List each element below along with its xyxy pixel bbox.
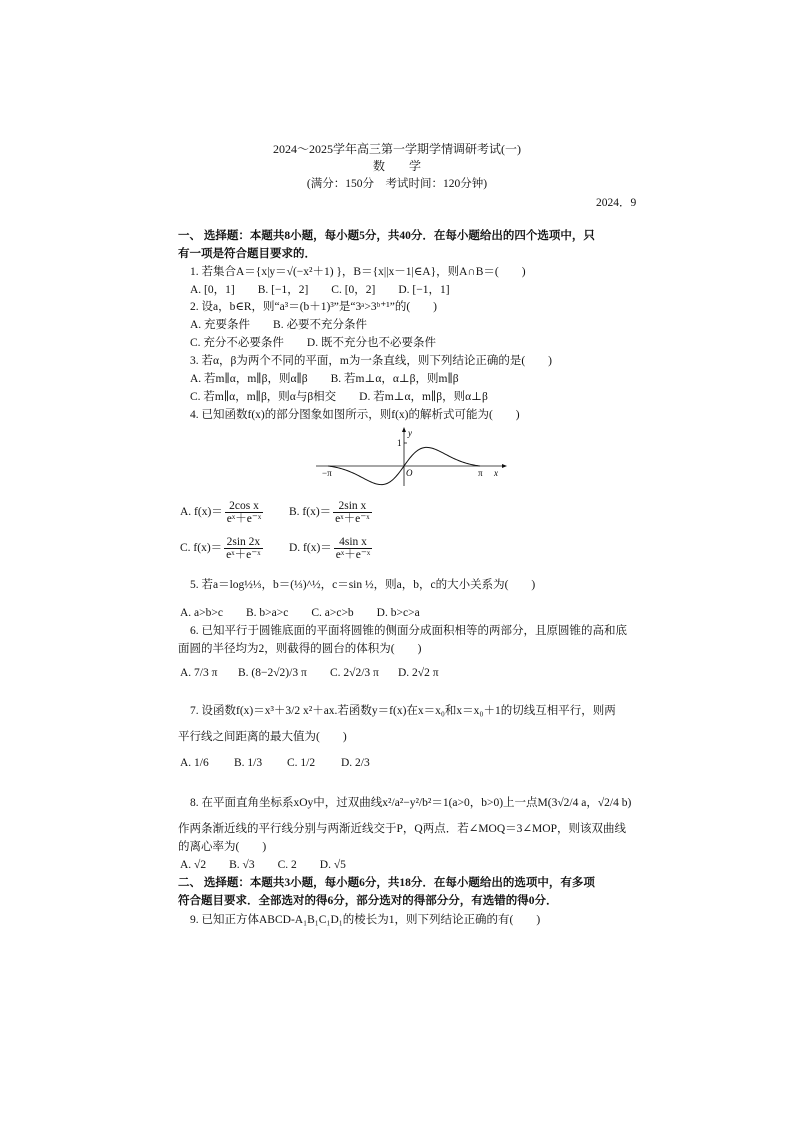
origin-label: O: [406, 468, 413, 478]
q5-stem: 5. 若a＝log½⅓，b＝(⅓)^½，c＝sin ½，则a，b，c的大小关系为( ): [190, 579, 536, 591]
q6-option-d: D. 2√2 π: [398, 667, 439, 679]
q5-options: A. a>b>c B. b>a>c C. a>c>b D. b>c>a: [180, 607, 420, 619]
q3-stem: 3. 若α，β为两个不同的平面，m为一条直线，则下列结论正确的是( ): [190, 355, 552, 367]
q8-stem-2: 作两条渐近线的平行线分别与两渐近线交于P，Q两点．若∠MOQ＝3∠MOP，则该双曲线: [178, 823, 626, 835]
section2-heading: 二、 选择题：本题共3小题，每小题6分，共18分．在每小题给出的选项中，有多项: [178, 877, 595, 889]
x-axis-label: x: [494, 468, 498, 478]
section1-heading: 一、 选择题：本题共8小题，每小题5分，共40分．在每小题给出的四个选项中，只: [178, 230, 595, 242]
q7-option-d: D. 2/3: [341, 757, 370, 769]
q8-stem-3: 的离心率为( ): [178, 841, 267, 853]
q7-stem-2: 平行线之间距离的最大值为( ): [178, 731, 347, 743]
q7-option-a: A. 1/6: [180, 757, 209, 769]
q8-stem-1: 8. 在平面直角坐标系xOy中，过双曲线x²/a²−y²/b²＝1(a>0，b>0)上一点M(3√2/4 a，√2/4 b): [190, 797, 632, 809]
x-axis-arrow: [502, 464, 507, 468]
q4-option-c: C. f(x)＝ $\frac{2\sin 2x}{\text{eˣ＋e⁻ˣ}}$: [180, 536, 261, 561]
section1-heading-cont: 有一项是符合题目要求的．: [178, 248, 316, 260]
q6-option-b: B. (8−2√2)/3 π: [238, 667, 307, 679]
q7-option-c: C. 1/2: [287, 757, 316, 769]
q2-options-2: C. 充分不必要条件 D. 既不充分也不必要条件: [190, 337, 436, 349]
q4-option-a: A. f(x)＝ $\frac{\text{2cos x}}{\text{eˣ＋e⁻ˣ}}$: [180, 500, 262, 525]
q6-option-a: A. 7/3 π: [180, 667, 218, 679]
q6-stem-2: 面圆的半径均为2，则截得的圆台的体积为( ): [178, 643, 422, 655]
q4-option-b: B. f(x)＝ $\frac{\text{2sin x}}{\text{eˣ＋e⁻ˣ}}$: [289, 500, 370, 525]
q3-options-2: C. 若m∥α，m∥β，则α与β相交 D. 若m⊥α，m∥β，则α⊥β: [190, 391, 488, 403]
pi-label: π: [478, 468, 483, 478]
q1-options: A. [0，1] B. [−1，2] C. [0，2] D. [−1，1]: [190, 284, 450, 296]
q2-options-1: A. 充要条件 B. 必要不充分条件: [190, 319, 367, 331]
y-axis-arrow: [402, 427, 406, 432]
q4-stem: 4. 已知函数f(x)的部分图象如图所示，则f(x)的解析式可能为( ): [190, 409, 520, 421]
neg-pi-label: −π: [322, 468, 332, 478]
section2-heading-cont: 符合题目要求．全部选对的得6分，部分选对的得部分分，有选错的得0分．: [178, 895, 558, 907]
q9-stem: 9. 已知正方体ABCD-A₁B₁C₁D₁的棱长为1，则下列结论正确的有( ): [190, 914, 541, 926]
exam-title: 2024～2025学年高三第一学期学情调研考试(一): [273, 142, 521, 156]
q3-options-1: A. 若m∥α，m∥β，则α∥β B. 若m⊥α，α⊥β，则m∥β: [190, 373, 459, 385]
y-axis-label: y: [408, 428, 412, 438]
q1-stem: 1. 若集合A＝{x|y＝√(−x²＋1) }，B＝{x||x－1|∈A}，则A∩B＝( ): [190, 266, 526, 278]
subject-title: 数 学: [372, 159, 421, 173]
q7-option-b: B. 1/3: [234, 757, 263, 769]
exam-info: (满分：150分 考试时间：120分钟): [306, 178, 488, 190]
y-tick-label: 1: [397, 438, 402, 448]
q4-function-graph: [312, 426, 508, 488]
exam-date: 2024．9: [596, 197, 637, 209]
q6-stem-1: 6. 已知平行于圆锥底面的平面将圆锥的侧面分成面积相等的两部分，且原圆锥的高和底: [190, 625, 627, 637]
q8-options: A. √2 B. √3 C. 2 D. √5: [180, 859, 346, 871]
q7-stem-1: 7. 设函数f(x)＝x³＋3/2 x²＋ax.若函数y＝f(x)在x＝x₀和x＝x₀＋1的切线互相平行，则两: [190, 705, 616, 717]
q4-option-d: D. f(x)＝ $\frac{\text{4sin x}}{\text{eˣ＋e⁻ˣ}}$: [289, 536, 371, 561]
q6-option-c: C. 2√2/3 π: [330, 667, 379, 679]
q2-stem: 2. 设a，b∈R，则“a³＝(b＋1)³”是“3ᵃ>3ᵇ⁺¹”的( ): [190, 301, 437, 313]
